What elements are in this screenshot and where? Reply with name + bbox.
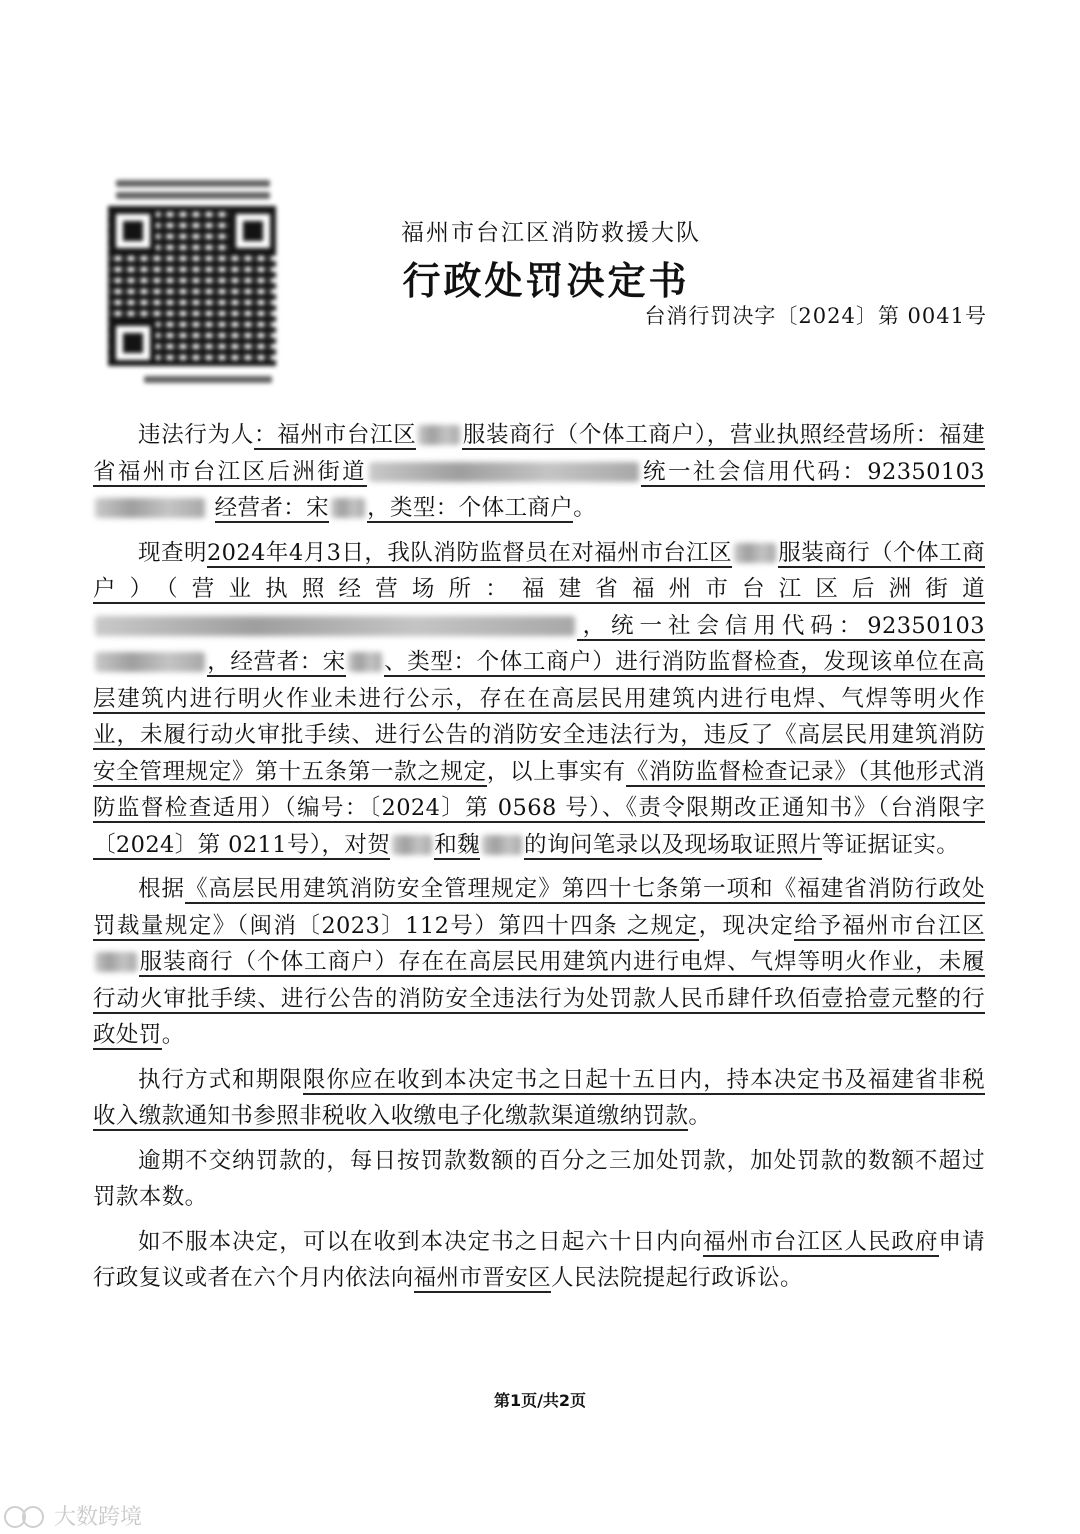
redacted-text — [734, 543, 776, 563]
redacted-text — [482, 835, 522, 855]
redacted-text — [95, 652, 205, 672]
page-number: 第1页/共2页 — [493, 1391, 587, 1410]
watermark — [4, 1500, 142, 1531]
redacted-text — [392, 835, 432, 855]
redacted-text — [95, 498, 205, 518]
paragraph-offender: 违法行为人：福州市台江区 服装商行（个体工商户），营业执照经营场所：福建省福州市台江区后洲街道 统一社会信用代码：92350103 经营者：宋 ，类型：个体工商户。 — [93, 422, 985, 521]
watermark-logo-icon — [4, 1504, 48, 1528]
issuing-authority: 福州市台江区消防救援大队 — [401, 220, 701, 246]
redacted-text — [369, 462, 639, 482]
paragraph-late-penalty: 逾期不交纳罚款的，每日按罚款数额的百分之三加处罚款，加处罚款的数额不超过罚款本数。 — [93, 1147, 985, 1210]
paragraph-appeal: 如不服本决定，可以在收到本决定书之日起六十日内向福州市台江区人民政府申请行政复议或者在六个月内依法向福州市晋安区人民法院提起行政诉讼。 — [93, 1228, 985, 1291]
paragraph-decision: 根据《高层民用建筑消防安全管理规定》第四十七条第一项和《福建省消防行政处罚裁量规定》（闽消〔2023〕112号）第四十四条 之规定，现决定给予福州市台江区服装商行（个体工商户）存在在高层民用建筑内进行电焊、气焊等明火作业，未履行动火审批手续、进行公告的消防安全违法行为处罚款人民币肆仟玖佰壹拾壹元整的行政处罚。 — [93, 876, 985, 1048]
redacted-text — [95, 952, 137, 972]
document-title: 行政处罚决定书 — [402, 259, 690, 303]
redacted-text — [331, 498, 365, 518]
redacted-text — [418, 425, 460, 445]
paragraph-findings: 现查明2024年4月3日，我队消防监督员在对福州市台江区 服装商行（个体工商户）（营业执照经营场所：福建省福州市台江区后洲街道，统一社会信用代码：92350103，经营者：宋 、类型：个体工商户）进行消防监督检查，发现该单位在高层建筑内进行明火作业未进行公示，存在在高层民用建筑内进行电焊、气焊等明火作业，未履行动火审批手续、进行公告的消防安全违法行为，违反了《高层民用建筑消防安全管理规定》第十五条第一款之规定，以上事实有《消防监督检查记录》（其他形式消防监督检查适用）（编号：〔2024〕第 0568 号）、《责令限期改正通知书》（台消限字〔2024〕第 0211号），对贺 和魏 的询问笔录以及现场取证照片等证据证实。 — [93, 539, 986, 858]
redacted-text — [348, 652, 382, 672]
redacted-text — [95, 616, 575, 636]
watermark-text: 大数跨境 — [54, 1505, 143, 1530]
paragraph-execution: 执行方式和期限限你应在收到本决定书之日起十五日内，持本决定书及福建省非税收入缴款通知书参照非税收入收缴电子化缴款渠道缴纳罚款。 — [93, 1066, 985, 1129]
document-number: 台消行罚决字〔2024〕第 0041号 — [644, 304, 987, 328]
document-body — [93, 417, 985, 1297]
